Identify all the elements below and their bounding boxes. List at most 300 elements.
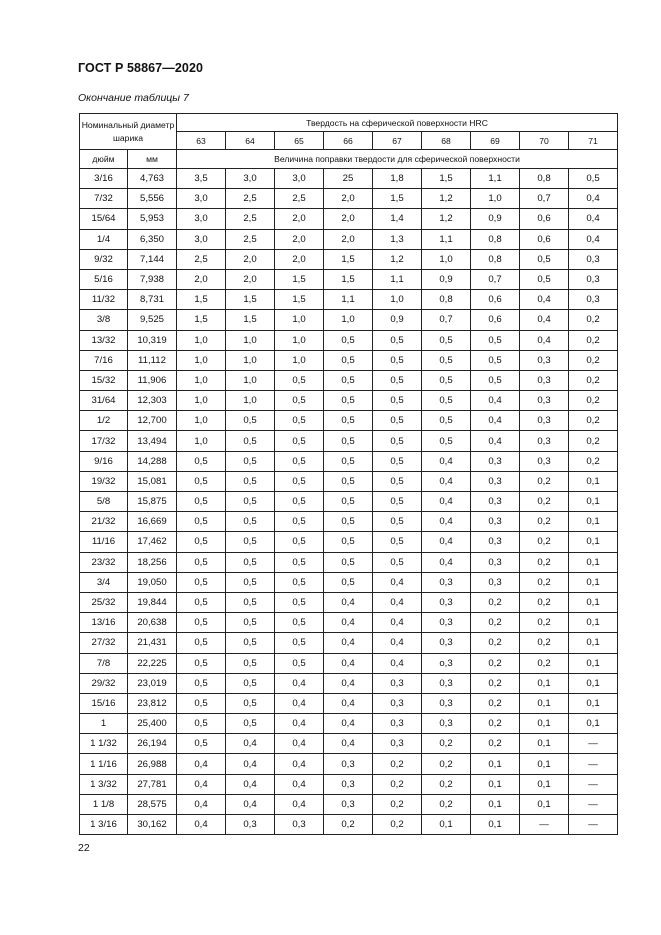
- cell-correction: 0,4: [324, 633, 373, 653]
- cell-inch: 3/4: [80, 572, 128, 592]
- cell-correction: 0,5: [324, 350, 373, 370]
- cell-correction: 0,1: [471, 774, 520, 794]
- cell-correction: 0,2: [471, 734, 520, 754]
- cell-correction: 1,0: [177, 370, 226, 390]
- cell-correction: 1,8: [373, 169, 422, 189]
- cell-correction: 0,4: [324, 673, 373, 693]
- cell-correction: 0,2: [373, 794, 422, 814]
- cell-correction: 0,8: [520, 169, 569, 189]
- cell-correction: 0,1: [569, 693, 618, 713]
- cell-correction: 0,5: [275, 552, 324, 572]
- cell-mm: 23,812: [128, 693, 177, 713]
- cell-correction: 2,0: [324, 189, 373, 209]
- cell-inch: 15/16: [80, 693, 128, 713]
- cell-correction: 0,3: [520, 350, 569, 370]
- cell-correction: 3,0: [275, 169, 324, 189]
- table-row: [80, 693, 618, 713]
- cell-correction: 0,4: [373, 633, 422, 653]
- cell-correction: 0,5: [275, 512, 324, 532]
- cell-correction: 0,2: [471, 693, 520, 713]
- cell-inch: 1/2: [80, 411, 128, 431]
- cell-correction: 0,2: [373, 774, 422, 794]
- cell-correction: 1,5: [275, 269, 324, 289]
- cell-inch: 11/16: [80, 532, 128, 552]
- cell-correction: 0,3: [520, 451, 569, 471]
- cell-correction: 0,5: [226, 431, 275, 451]
- cell-correction: 0,5: [373, 492, 422, 512]
- cell-correction: 0,2: [520, 552, 569, 572]
- cell-correction: 2,5: [275, 189, 324, 209]
- cell-correction: 1,2: [422, 209, 471, 229]
- cell-correction: 0,2: [569, 370, 618, 390]
- cell-correction: 0,5: [275, 471, 324, 491]
- cell-correction: 0,5: [275, 431, 324, 451]
- table-row: [80, 471, 618, 491]
- cell-correction: 0,2: [520, 532, 569, 552]
- cell-correction: 0,4: [275, 774, 324, 794]
- table-caption: Окончание таблицы 7: [78, 92, 189, 104]
- cell-correction: 0,5: [177, 673, 226, 693]
- cell-correction: 0,1: [520, 734, 569, 754]
- cell-correction: 0,5: [324, 370, 373, 390]
- cell-mm: 14,288: [128, 451, 177, 471]
- cell-correction: 2,5: [177, 249, 226, 269]
- cell-correction: 0,2: [520, 592, 569, 612]
- cell-correction: 0,1: [520, 774, 569, 794]
- cell-correction: 1,0: [275, 330, 324, 350]
- cell-correction: 0,4: [422, 451, 471, 471]
- cell-correction: 0,2: [422, 754, 471, 774]
- cell-correction: 1,4: [373, 209, 422, 229]
- cell-correction: 1,0: [226, 350, 275, 370]
- cell-correction: 0,4: [275, 734, 324, 754]
- cell-correction: 0,5: [226, 633, 275, 653]
- cell-correction: 0,5: [373, 471, 422, 491]
- cell-correction: 0,3: [373, 734, 422, 754]
- cell-correction: 0,4: [373, 653, 422, 673]
- cell-inch: 3/8: [80, 310, 128, 330]
- cell-correction: 0,4: [520, 290, 569, 310]
- cell-correction: 0,5: [177, 633, 226, 653]
- cell-inch: 1 1/8: [80, 794, 128, 814]
- cell-correction: 1,0: [275, 350, 324, 370]
- cell-correction: 0,4: [422, 492, 471, 512]
- cell-correction: 0,2: [373, 815, 422, 835]
- cell-correction: 0,3: [324, 794, 373, 814]
- cell-correction: 0,8: [471, 249, 520, 269]
- cell-correction: 0,5: [422, 411, 471, 431]
- cell-correction: 0,5: [226, 471, 275, 491]
- cell-correction: 0,4: [177, 754, 226, 774]
- cell-correction: 0,4: [422, 471, 471, 491]
- cell-correction: 1,5: [373, 189, 422, 209]
- cell-correction: 0,8: [471, 229, 520, 249]
- cell-correction: 0,1: [569, 572, 618, 592]
- cell-correction: 0,5: [226, 451, 275, 471]
- table-row: [80, 815, 618, 835]
- cell-inch: 29/32: [80, 673, 128, 693]
- cell-inch: 7/8: [80, 653, 128, 673]
- cell-correction: 1,0: [373, 290, 422, 310]
- cell-correction: 0,1: [520, 714, 569, 734]
- cell-correction: 0,2: [471, 673, 520, 693]
- cell-correction: 0,2: [569, 310, 618, 330]
- page-number: 22: [78, 842, 90, 854]
- header-unit-inch: дюйм: [80, 150, 128, 169]
- cell-correction: 0,3: [520, 370, 569, 390]
- cell-correction: 0,2: [569, 330, 618, 350]
- cell-correction: 0,3: [373, 693, 422, 713]
- cell-correction: 0,3: [373, 673, 422, 693]
- cell-inch: 21/32: [80, 512, 128, 532]
- cell-correction: 0,4: [569, 189, 618, 209]
- cell-correction: 0,5: [569, 169, 618, 189]
- header-hrc-value: 69: [471, 132, 520, 150]
- cell-inch: 23/32: [80, 552, 128, 572]
- cell-mm: 25,400: [128, 714, 177, 734]
- cell-correction: —: [569, 734, 618, 754]
- cell-correction: 2,0: [324, 229, 373, 249]
- cell-correction: 0,3: [422, 673, 471, 693]
- cell-correction: 0,1: [569, 592, 618, 612]
- cell-inch: 7/32: [80, 189, 128, 209]
- cell-correction: 0,2: [373, 754, 422, 774]
- cell-correction: 0,5: [226, 572, 275, 592]
- cell-correction: 0,5: [226, 532, 275, 552]
- cell-mm: 15,875: [128, 492, 177, 512]
- cell-correction: 2,0: [324, 209, 373, 229]
- cell-correction: 0,7: [471, 269, 520, 289]
- cell-correction: 1,0: [324, 310, 373, 330]
- cell-correction: 0,5: [177, 552, 226, 572]
- cell-correction: 0,2: [569, 451, 618, 471]
- cell-correction: 0,5: [373, 532, 422, 552]
- cell-correction: 0,2: [471, 714, 520, 734]
- cell-correction: —: [569, 815, 618, 835]
- cell-correction: о,3: [422, 653, 471, 673]
- cell-correction: 0,5: [226, 512, 275, 532]
- cell-correction: 0,2: [569, 350, 618, 370]
- cell-correction: 0,4: [226, 734, 275, 754]
- cell-correction: 0,5: [275, 492, 324, 512]
- cell-correction: 0,4: [226, 794, 275, 814]
- cell-correction: 0,4: [275, 714, 324, 734]
- cell-correction: 0,4: [422, 552, 471, 572]
- cell-correction: 0,5: [324, 512, 373, 532]
- cell-correction: 0,9: [422, 269, 471, 289]
- table-row: [80, 714, 618, 734]
- cell-correction: 0,5: [324, 492, 373, 512]
- cell-correction: 0,3: [422, 714, 471, 734]
- cell-correction: 0,3: [471, 451, 520, 471]
- cell-correction: 0,5: [275, 613, 324, 633]
- table-row: [80, 754, 618, 774]
- cell-correction: 1,0: [226, 391, 275, 411]
- cell-correction: 0,5: [226, 592, 275, 612]
- cell-correction: 0,5: [275, 633, 324, 653]
- cell-mm: 22,225: [128, 653, 177, 673]
- cell-correction: 0,1: [569, 613, 618, 633]
- cell-correction: 0,5: [520, 249, 569, 269]
- cell-mm: 11,112: [128, 350, 177, 370]
- cell-correction: 0,3: [471, 572, 520, 592]
- cell-correction: —: [569, 794, 618, 814]
- cell-correction: 0,4: [275, 693, 324, 713]
- cell-inch: 13/16: [80, 613, 128, 633]
- cell-correction: 25: [324, 169, 373, 189]
- cell-correction: 0,5: [373, 370, 422, 390]
- cell-correction: 0,5: [324, 532, 373, 552]
- cell-correction: 2,5: [226, 229, 275, 249]
- table-row: [80, 269, 618, 289]
- cell-correction: 0,2: [471, 653, 520, 673]
- cell-correction: 0,4: [324, 653, 373, 673]
- cell-correction: 0,4: [471, 391, 520, 411]
- cell-correction: 0,1: [520, 673, 569, 693]
- cell-correction: 0,4: [177, 774, 226, 794]
- cell-mm: 18,256: [128, 552, 177, 572]
- cell-correction: 0,3: [422, 613, 471, 633]
- cell-correction: 2,0: [275, 229, 324, 249]
- cell-correction: 0,5: [226, 613, 275, 633]
- cell-correction: 0,1: [569, 653, 618, 673]
- cell-correction: 0,6: [520, 209, 569, 229]
- header-hardness: Твердость на сферической поверхности HRC: [177, 114, 618, 132]
- cell-correction: 0,5: [177, 592, 226, 612]
- cell-correction: 0,5: [373, 391, 422, 411]
- cell-correction: 1,5: [177, 290, 226, 310]
- table-row: [80, 350, 618, 370]
- cell-correction: 0,5: [373, 552, 422, 572]
- cell-correction: 0,4: [324, 592, 373, 612]
- table-row: [80, 330, 618, 350]
- cell-correction: —: [569, 754, 618, 774]
- cell-correction: 0,3: [471, 512, 520, 532]
- header-hrc-value: 64: [226, 132, 275, 150]
- cell-mm: 5,953: [128, 209, 177, 229]
- cell-correction: 3,0: [177, 189, 226, 209]
- table-row: [80, 653, 618, 673]
- cell-correction: 0,4: [471, 411, 520, 431]
- cell-correction: 1,1: [373, 269, 422, 289]
- cell-correction: 0,4: [373, 592, 422, 612]
- table-row: [80, 492, 618, 512]
- cell-mm: 12,700: [128, 411, 177, 431]
- cell-correction: 0,5: [177, 492, 226, 512]
- table-row: [80, 633, 618, 653]
- cell-mm: 23,019: [128, 673, 177, 693]
- cell-correction: 0,4: [226, 774, 275, 794]
- cell-correction: 0,5: [226, 693, 275, 713]
- hardness-correction-table: [79, 113, 618, 835]
- cell-correction: 0,6: [471, 310, 520, 330]
- cell-correction: 0,5: [275, 592, 324, 612]
- cell-correction: 0,9: [471, 209, 520, 229]
- cell-correction: 0,3: [520, 431, 569, 451]
- cell-correction: 0,2: [422, 794, 471, 814]
- cell-correction: 2,5: [226, 189, 275, 209]
- cell-inch: 19/32: [80, 471, 128, 491]
- cell-correction: —: [520, 815, 569, 835]
- cell-mm: 10,319: [128, 330, 177, 350]
- cell-correction: 1,1: [422, 229, 471, 249]
- cell-mm: 7,938: [128, 269, 177, 289]
- table-row: [80, 249, 618, 269]
- table-row: [80, 411, 618, 431]
- table-row: [80, 431, 618, 451]
- cell-correction: 0,5: [422, 431, 471, 451]
- cell-correction: 2,0: [275, 209, 324, 229]
- cell-correction: 0,5: [177, 714, 226, 734]
- table-row: [80, 552, 618, 572]
- cell-correction: 0,4: [471, 431, 520, 451]
- cell-correction: 1,3: [373, 229, 422, 249]
- cell-correction: 1,2: [422, 189, 471, 209]
- cell-correction: 0,2: [520, 492, 569, 512]
- cell-mm: 16,669: [128, 512, 177, 532]
- cell-inch: 31/64: [80, 391, 128, 411]
- cell-inch: 11/32: [80, 290, 128, 310]
- cell-inch: 1 1/32: [80, 734, 128, 754]
- cell-inch: 9/32: [80, 249, 128, 269]
- cell-correction: 0,5: [226, 653, 275, 673]
- cell-correction: 0,5: [324, 330, 373, 350]
- table-row: [80, 310, 618, 330]
- cell-correction: 3,0: [177, 229, 226, 249]
- cell-correction: 0,5: [177, 512, 226, 532]
- cell-correction: 0,4: [569, 209, 618, 229]
- cell-correction: 0,3: [520, 411, 569, 431]
- cell-correction: 1,5: [422, 169, 471, 189]
- cell-correction: 0,2: [422, 734, 471, 754]
- cell-correction: 0,2: [569, 411, 618, 431]
- cell-correction: 0,5: [226, 492, 275, 512]
- cell-inch: 25/32: [80, 592, 128, 612]
- cell-inch: 15/32: [80, 370, 128, 390]
- cell-correction: 0,4: [275, 673, 324, 693]
- cell-correction: 1,5: [324, 249, 373, 269]
- cell-inch: 1 1/16: [80, 754, 128, 774]
- cell-correction: 0,3: [471, 552, 520, 572]
- cell-correction: 0,2: [520, 633, 569, 653]
- table-row: [80, 169, 618, 189]
- cell-mm: 8,731: [128, 290, 177, 310]
- cell-correction: 0,5: [324, 471, 373, 491]
- cell-correction: 2,0: [177, 269, 226, 289]
- table-row: [80, 391, 618, 411]
- cell-inch: 13/32: [80, 330, 128, 350]
- header-hrc-value: 70: [520, 132, 569, 150]
- cell-correction: 0,4: [324, 613, 373, 633]
- cell-mm: 15,081: [128, 471, 177, 491]
- cell-correction: 0,5: [373, 350, 422, 370]
- cell-correction: 0,2: [422, 774, 471, 794]
- cell-mm: 17,462: [128, 532, 177, 552]
- cell-correction: —: [569, 774, 618, 794]
- cell-correction: 0,3: [471, 492, 520, 512]
- cell-mm: 12,303: [128, 391, 177, 411]
- cell-correction: 0,5: [177, 532, 226, 552]
- table-row: [80, 673, 618, 693]
- cell-correction: 3,5: [177, 169, 226, 189]
- cell-correction: 0,6: [471, 290, 520, 310]
- cell-correction: 0,5: [226, 552, 275, 572]
- cell-correction: 1,0: [471, 189, 520, 209]
- cell-correction: 0,3: [520, 391, 569, 411]
- cell-correction: 0,3: [569, 290, 618, 310]
- cell-inch: 5/8: [80, 492, 128, 512]
- cell-mm: 28,575: [128, 794, 177, 814]
- cell-correction: 0,2: [471, 633, 520, 653]
- cell-correction: 1,0: [177, 350, 226, 370]
- cell-correction: 0,2: [324, 815, 373, 835]
- cell-correction: 0,3: [324, 774, 373, 794]
- table-row: [80, 370, 618, 390]
- cell-correction: 0,6: [520, 229, 569, 249]
- header-hrc-value: 65: [275, 132, 324, 150]
- cell-mm: 7,144: [128, 249, 177, 269]
- table-row: [80, 734, 618, 754]
- table-row: [80, 229, 618, 249]
- cell-correction: 0,5: [324, 552, 373, 572]
- cell-mm: 4,763: [128, 169, 177, 189]
- cell-correction: 0,1: [569, 512, 618, 532]
- cell-inch: 27/32: [80, 633, 128, 653]
- cell-correction: 0,5: [275, 451, 324, 471]
- cell-inch: 1 3/16: [80, 815, 128, 835]
- cell-mm: 6,350: [128, 229, 177, 249]
- cell-correction: 0,1: [471, 794, 520, 814]
- cell-correction: 0,5: [471, 350, 520, 370]
- cell-correction: 0,5: [177, 734, 226, 754]
- cell-mm: 5,556: [128, 189, 177, 209]
- cell-correction: 0,5: [275, 653, 324, 673]
- cell-correction: 0,2: [471, 592, 520, 612]
- cell-correction: 0,5: [177, 693, 226, 713]
- cell-correction: 0,3: [471, 471, 520, 491]
- cell-correction: 0,1: [569, 714, 618, 734]
- cell-correction: 1,0: [177, 411, 226, 431]
- cell-correction: 0,3: [422, 693, 471, 713]
- cell-correction: 0,4: [324, 693, 373, 713]
- header-unit-mm: мм: [128, 150, 177, 169]
- cell-correction: 1,0: [226, 370, 275, 390]
- cell-correction: 0,1: [520, 794, 569, 814]
- cell-correction: 0,5: [422, 350, 471, 370]
- header-nominal-diameter: Номинальный диаметр шарика: [80, 114, 177, 150]
- cell-correction: 0,5: [177, 471, 226, 491]
- cell-correction: 0,5: [373, 451, 422, 471]
- table-row: [80, 613, 618, 633]
- cell-correction: 0,5: [471, 330, 520, 350]
- header-hrc-value: 66: [324, 132, 373, 150]
- cell-correction: 1,5: [226, 290, 275, 310]
- cell-inch: 1: [80, 714, 128, 734]
- cell-correction: 0,4: [177, 794, 226, 814]
- header-hrc-value: 71: [569, 132, 618, 150]
- cell-mm: 19,844: [128, 592, 177, 612]
- document-title: ГОСТ Р 58867—2020: [78, 61, 204, 75]
- cell-correction: 0,5: [373, 411, 422, 431]
- cell-correction: 1,5: [177, 310, 226, 330]
- cell-correction: 0,1: [471, 754, 520, 774]
- cell-correction: 0,3: [422, 633, 471, 653]
- cell-correction: 0,5: [422, 391, 471, 411]
- cell-correction: 0,1: [569, 532, 618, 552]
- cell-correction: 2,5: [226, 209, 275, 229]
- cell-correction: 0,9: [373, 310, 422, 330]
- cell-correction: 0,5: [226, 714, 275, 734]
